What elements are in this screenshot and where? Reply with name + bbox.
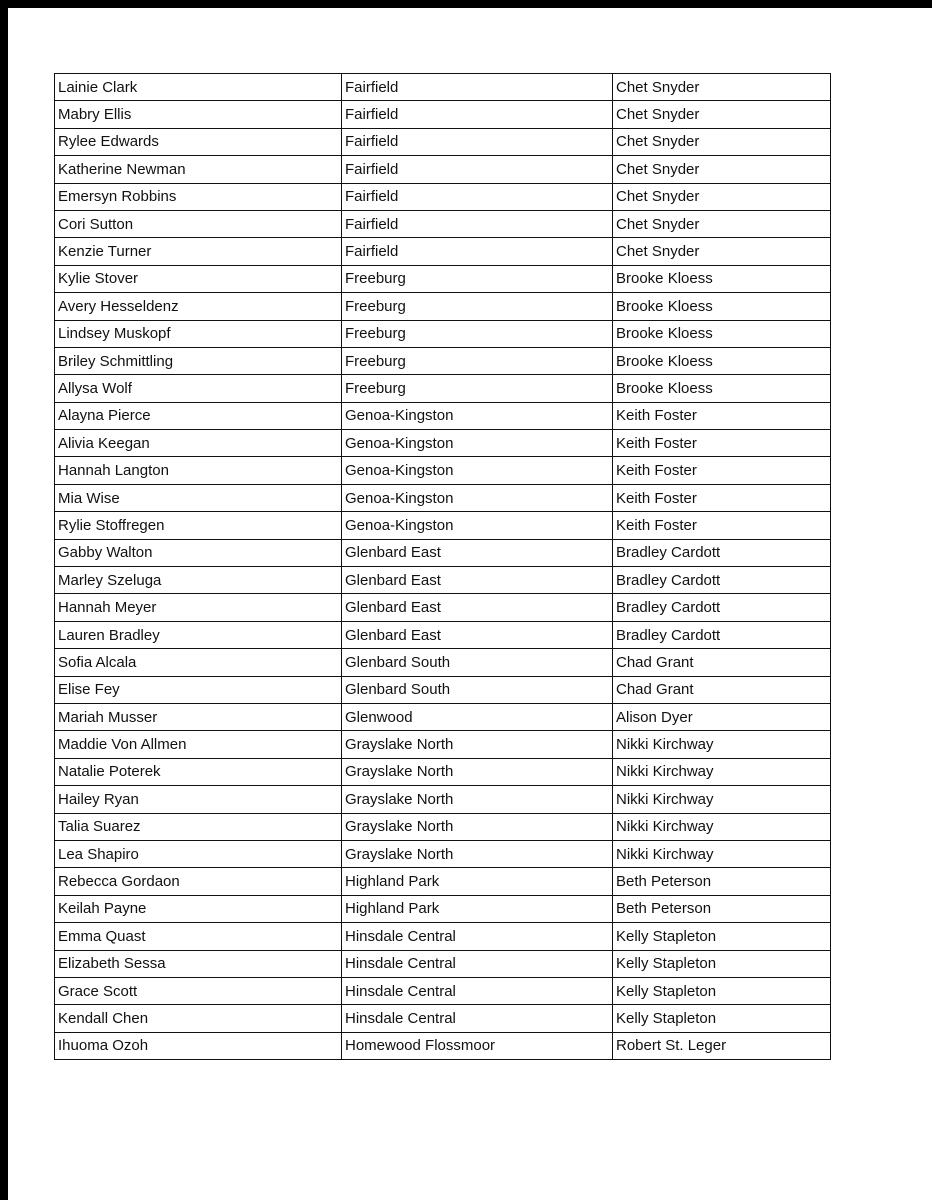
table-row xyxy=(55,923,831,950)
school-cell: Genoa-Kingston xyxy=(342,457,613,484)
coach-cell: Brooke Kloess xyxy=(613,320,831,347)
coach-cell: Beth Peterson xyxy=(613,895,831,922)
school-cell: Freeburg xyxy=(342,265,613,292)
table-row xyxy=(55,567,831,594)
name-cell: Emersyn Robbins xyxy=(55,183,342,210)
school-cell: Freeburg xyxy=(342,320,613,347)
coach-cell: Nikki Kirchway xyxy=(613,786,831,813)
school-cell: Freeburg xyxy=(342,293,613,320)
table-row xyxy=(55,758,831,785)
school-cell: Grayslake North xyxy=(342,758,613,785)
school-cell: Grayslake North xyxy=(342,731,613,758)
name-cell: Mia Wise xyxy=(55,484,342,511)
school-cell: Glenbard East xyxy=(342,567,613,594)
name-cell: Rebecca Gordaon xyxy=(55,868,342,895)
table-row xyxy=(55,1032,831,1059)
school-cell: Fairfield xyxy=(342,238,613,265)
name-cell: Lainie Clark xyxy=(55,74,342,101)
school-cell: Grayslake North xyxy=(342,840,613,867)
table-row xyxy=(55,101,831,128)
name-cell: Hannah Langton xyxy=(55,457,342,484)
roster-table-body xyxy=(55,74,831,1060)
coach-cell: Chad Grant xyxy=(613,676,831,703)
school-cell: Freeburg xyxy=(342,375,613,402)
coach-cell: Brooke Kloess xyxy=(613,265,831,292)
coach-cell: Nikki Kirchway xyxy=(613,731,831,758)
school-cell: Genoa-Kingston xyxy=(342,512,613,539)
school-cell: Fairfield xyxy=(342,210,613,237)
name-cell: Rylee Edwards xyxy=(55,128,342,155)
table-row xyxy=(55,676,831,703)
name-cell: Allysa Wolf xyxy=(55,375,342,402)
coach-cell: Kelly Stapleton xyxy=(613,923,831,950)
coach-cell: Chet Snyder xyxy=(613,156,831,183)
name-cell: Kendall Chen xyxy=(55,1005,342,1032)
name-cell: Talia Suarez xyxy=(55,813,342,840)
coach-cell: Chet Snyder xyxy=(613,128,831,155)
school-cell: Glenbard East xyxy=(342,539,613,566)
table-row xyxy=(55,539,831,566)
name-cell: Hannah Meyer xyxy=(55,594,342,621)
table-row xyxy=(55,457,831,484)
coach-cell: Bradley Cardott xyxy=(613,539,831,566)
coach-cell: Nikki Kirchway xyxy=(613,813,831,840)
school-cell: Fairfield xyxy=(342,156,613,183)
coach-cell: Brooke Kloess xyxy=(613,293,831,320)
coach-cell: Chet Snyder xyxy=(613,74,831,101)
school-cell: Hinsdale Central xyxy=(342,1005,613,1032)
name-cell: Avery Hesseldenz xyxy=(55,293,342,320)
coach-cell: Beth Peterson xyxy=(613,868,831,895)
name-cell: Mabry Ellis xyxy=(55,101,342,128)
coach-cell: Kelly Stapleton xyxy=(613,950,831,977)
name-cell: Rylie Stoffregen xyxy=(55,512,342,539)
name-cell: Cori Sutton xyxy=(55,210,342,237)
table-row xyxy=(55,320,831,347)
table-row xyxy=(55,950,831,977)
coach-cell: Kelly Stapleton xyxy=(613,977,831,1004)
coach-cell: Chet Snyder xyxy=(613,183,831,210)
coach-cell: Kelly Stapleton xyxy=(613,1005,831,1032)
school-cell: Freeburg xyxy=(342,347,613,374)
table-row xyxy=(55,210,831,237)
coach-cell: Keith Foster xyxy=(613,512,831,539)
coach-cell: Alison Dyer xyxy=(613,703,831,730)
table-row xyxy=(55,74,831,101)
table-row xyxy=(55,731,831,758)
name-cell: Mariah Musser xyxy=(55,703,342,730)
school-cell: Hinsdale Central xyxy=(342,977,613,1004)
coach-cell: Keith Foster xyxy=(613,484,831,511)
name-cell: Kylie Stover xyxy=(55,265,342,292)
school-cell: Genoa-Kingston xyxy=(342,430,613,457)
school-cell: Fairfield xyxy=(342,183,613,210)
table-row xyxy=(55,128,831,155)
name-cell: Grace Scott xyxy=(55,977,342,1004)
table-row xyxy=(55,621,831,648)
name-cell: Kenzie Turner xyxy=(55,238,342,265)
school-cell: Homewood Flossmoor xyxy=(342,1032,613,1059)
coach-cell: Keith Foster xyxy=(613,430,831,457)
table-row xyxy=(55,402,831,429)
coach-cell: Keith Foster xyxy=(613,402,831,429)
coach-cell: Keith Foster xyxy=(613,457,831,484)
table-row xyxy=(55,895,831,922)
table-row xyxy=(55,183,831,210)
table-row xyxy=(55,156,831,183)
name-cell: Ihuoma Ozoh xyxy=(55,1032,342,1059)
coach-cell: Chet Snyder xyxy=(613,210,831,237)
school-cell: Glenbard South xyxy=(342,676,613,703)
school-cell: Glenbard East xyxy=(342,594,613,621)
name-cell: Lindsey Muskopf xyxy=(55,320,342,347)
school-cell: Glenwood xyxy=(342,703,613,730)
name-cell: Keilah Payne xyxy=(55,895,342,922)
roster-table xyxy=(54,73,831,1060)
table-row xyxy=(55,840,831,867)
table-row xyxy=(55,430,831,457)
table-row xyxy=(55,703,831,730)
table-row xyxy=(55,1005,831,1032)
coach-cell: Bradley Cardott xyxy=(613,567,831,594)
name-cell: Katherine Newman xyxy=(55,156,342,183)
school-cell: Glenbard East xyxy=(342,621,613,648)
name-cell: Natalie Poterek xyxy=(55,758,342,785)
name-cell: Alivia Keegan xyxy=(55,430,342,457)
school-cell: Highland Park xyxy=(342,868,613,895)
coach-cell: Chet Snyder xyxy=(613,238,831,265)
coach-cell: Brooke Kloess xyxy=(613,375,831,402)
school-cell: Genoa-Kingston xyxy=(342,484,613,511)
coach-cell: Nikki Kirchway xyxy=(613,758,831,785)
name-cell: Sofia Alcala xyxy=(55,649,342,676)
name-cell: Maddie Von Allmen xyxy=(55,731,342,758)
name-cell: Emma Quast xyxy=(55,923,342,950)
table-row xyxy=(55,375,831,402)
name-cell: Briley Schmittling xyxy=(55,347,342,374)
school-cell: Highland Park xyxy=(342,895,613,922)
name-cell: Lea Shapiro xyxy=(55,840,342,867)
name-cell: Hailey Ryan xyxy=(55,786,342,813)
name-cell: Elizabeth Sessa xyxy=(55,950,342,977)
school-cell: Fairfield xyxy=(342,101,613,128)
coach-cell: Chet Snyder xyxy=(613,101,831,128)
name-cell: Elise Fey xyxy=(55,676,342,703)
school-cell: Hinsdale Central xyxy=(342,923,613,950)
school-cell: Genoa-Kingston xyxy=(342,402,613,429)
table-row xyxy=(55,347,831,374)
school-cell: Grayslake North xyxy=(342,813,613,840)
school-cell: Fairfield xyxy=(342,74,613,101)
school-cell: Hinsdale Central xyxy=(342,950,613,977)
name-cell: Marley Szeluga xyxy=(55,567,342,594)
table-row xyxy=(55,786,831,813)
table-row xyxy=(55,594,831,621)
table-row xyxy=(55,512,831,539)
coach-cell: Chad Grant xyxy=(613,649,831,676)
table-row xyxy=(55,293,831,320)
coach-cell: Bradley Cardott xyxy=(613,621,831,648)
document-page xyxy=(8,8,932,1200)
coach-cell: Bradley Cardott xyxy=(613,594,831,621)
name-cell: Alayna Pierce xyxy=(55,402,342,429)
coach-cell: Nikki Kirchway xyxy=(613,840,831,867)
table-row xyxy=(55,238,831,265)
school-cell: Grayslake North xyxy=(342,786,613,813)
school-cell: Glenbard South xyxy=(342,649,613,676)
name-cell: Gabby Walton xyxy=(55,539,342,566)
table-row xyxy=(55,813,831,840)
table-row xyxy=(55,977,831,1004)
table-row xyxy=(55,484,831,511)
name-cell: Lauren Bradley xyxy=(55,621,342,648)
coach-cell: Robert St. Leger xyxy=(613,1032,831,1059)
table-row xyxy=(55,265,831,292)
table-row xyxy=(55,649,831,676)
table-row xyxy=(55,868,831,895)
coach-cell: Brooke Kloess xyxy=(613,347,831,374)
school-cell: Fairfield xyxy=(342,128,613,155)
